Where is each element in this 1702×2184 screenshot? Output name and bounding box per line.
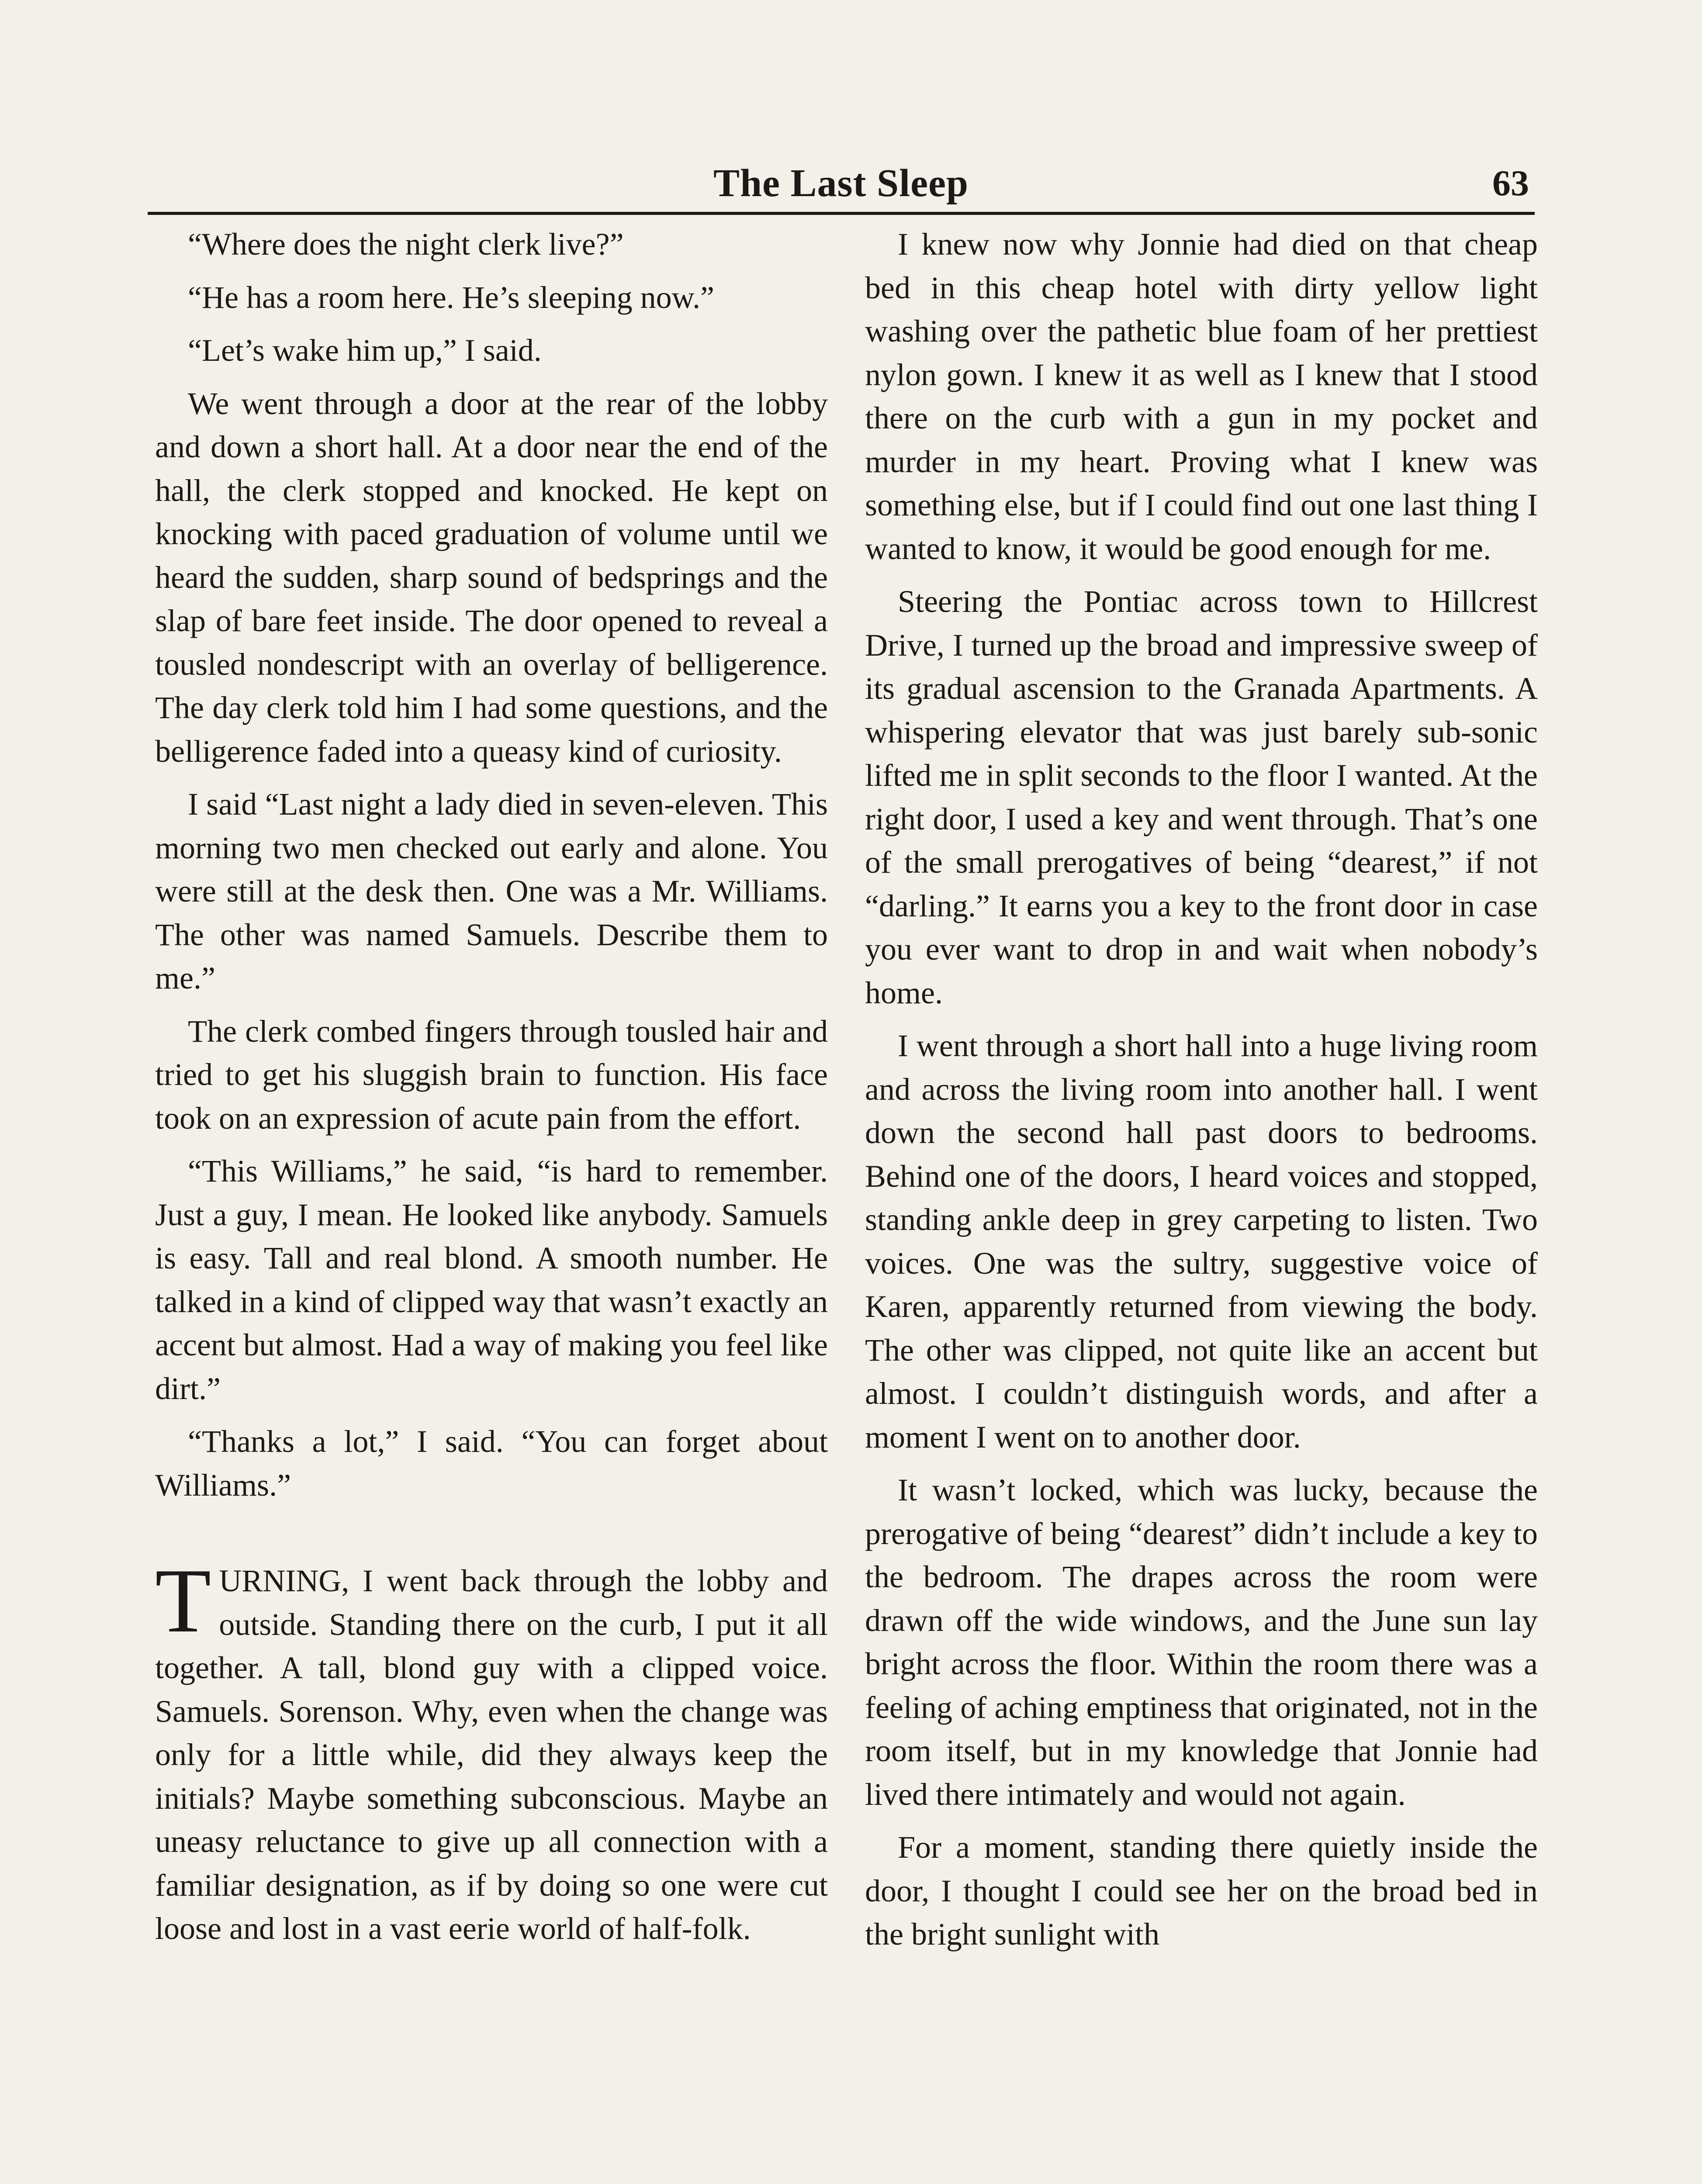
page-number: 63: [1492, 163, 1529, 204]
section-text: URNING, I went back through the lobby and outside. Standing there on the curb, I put it all together. A tall, blond guy with a clipped voice. Samuels. Sorenson. Why, even when the change was only for a little while, did they always keep the initials? Maybe something subconscious. Maybe an uneasy reluctance to give up all connection with a familiar designation, as if by doing so one were cut loose and lost in a vast eerie world of half-folk.: [155, 1563, 828, 1946]
paragraph: The clerk combed fingers through tousled hair and tried to get his sluggish brain to function. His face took on an expression of acute pain from the effort.: [155, 1013, 828, 1136]
paragraph: I said “Last night a lady died in seven-eleven. This morning two men checked out early and alone. You were still at the desk then. One was a Mr. Williams. The other was named Samuels. Describe them to me.”: [155, 787, 828, 995]
paragraph: I knew now why Jonnie had died on that cheap bed in this cheap hotel with dirty yellow light washing over the pathetic blue foam of her prettiest nylon gown. I knew it as well as I knew that I stood there on the curb with a gun in my pocket and murder in my heart. Proving what I knew was something else, but if I could find out one last thing I wanted to know, it would be good enough for me.: [865, 227, 1538, 566]
drop-cap: T: [155, 1550, 211, 1652]
paragraph: “Thanks a lot,” I said. “You can forget about Williams.”: [155, 1424, 828, 1503]
header-rule: [148, 212, 1535, 215]
paragraph: “Let’s wake him up,” I said.: [188, 333, 542, 368]
paragraph: Steering the Pontiac across town to Hillcrest Drive, I turned up the broad and impressive sweep of its gradual ascension to the Granada Apartments. A whispering elevator that was just barely sub-sonic lifted me in split seconds to the floor I wanted. At the right door, I used a key and went through. That’s one of the small prerogatives of being “dearest,” if not “darling.” It earns you a key to the front door in case you ever want to drop in and wait when nobody’s home.: [865, 584, 1538, 1010]
left-column: [155, 223, 828, 2184]
paragraph: “He has a room here. He’s sleeping now.”: [188, 280, 714, 315]
page-header: [149, 155, 1533, 212]
right-column: [865, 223, 1538, 2184]
section-paragraph: [155, 1550, 828, 1951]
paragraph: I went through a short hall into a huge living room and across the living room into another hall. I went down the second hall past doors to bedrooms. Behind one of the doors, I heard voices and stopped, standing ankle deep in grey carpeting to listen. Two voices. One was the sultry, suggestive voice of Karen, apparently returned from viewing the body. The other was clipped, not quite like an accent but almost. I couldn’t distinguish words, and after a moment I went on to another door.: [865, 1028, 1538, 1455]
paragraph: “This Williams,” he said, “is hard to remember. Just a guy, I mean. He looked like anybody. Samuels is easy. Tall and real blond. A smooth number. He talked in a kind of clipped way that wasn’t exactly an accent but almost. Had a way of making you feel like dirt.”: [155, 1154, 828, 1406]
paragraph: We went through a door at the rear of the lobby and down a short hall. At a door near the end of the hall, the clerk stopped and knocked. He kept on knocking with paced graduation of volume until we heard the sudden, sharp sound of bedsprings and the slap of bare feet inside. The door opened to reveal a tousled nondescript with an overlay of belligerence. The day clerk told him I had some questions, and the belligerence faded into a queasy kind of curiosity.: [155, 386, 828, 769]
paragraph: “Where does the night clerk live?”: [188, 227, 624, 262]
paragraph: It wasn’t locked, which was lucky, because the prerogative of being “dearest” didn’t include a key to the bedroom. The drapes across the room were drawn off the wide windows, and the June sun lay bright across the floor. Within the room there was a feeling of aching emptiness that originated, not in the room itself, but in my knowledge that Jonnie had lived there intimately and would not again.: [865, 1472, 1538, 1812]
paragraph: For a moment, standing there quietly inside the door, I thought I could see her on the broad bed in the bright sunlight with: [865, 1830, 1538, 1952]
running-title: The Last Sleep: [713, 162, 969, 205]
